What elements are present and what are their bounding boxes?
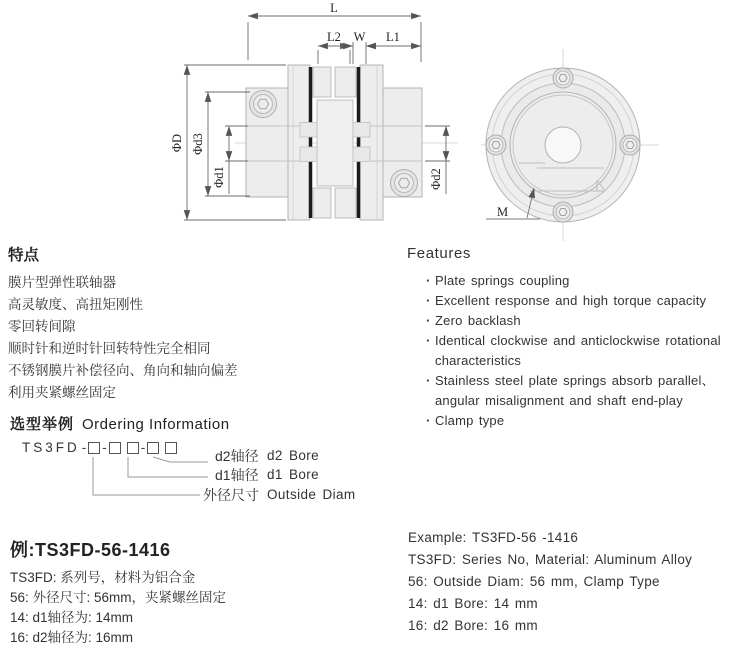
- ordering-code: TS3FD - - -: [22, 440, 177, 455]
- dim-label-L2: L2: [327, 30, 341, 44]
- example-cn-heading: 例:TS3FD-56-1416: [10, 540, 171, 560]
- dim-label-d1: Φd1: [212, 166, 226, 188]
- ordering-heading: [10, 413, 230, 434]
- example-line: TS3FD: Series No, Material: Aluminum Alloy: [408, 552, 693, 567]
- feature-item: · Stainless steel plate springs absorb parallel、angular misalignment and shaft end-play: [407, 371, 739, 411]
- feature-item: 高灵敏度、高扭矩刚性: [8, 297, 143, 312]
- feature-item: · Identical clockwise and anticlockwise rotational characteristics: [407, 331, 739, 371]
- feature-item: 利用夹紧螺丝固定: [8, 385, 116, 400]
- right-flange: [360, 65, 383, 220]
- example-en-section: [408, 527, 738, 637]
- clamp-screw-icon: [250, 91, 277, 118]
- dim-label-d2: Φd2: [429, 168, 443, 190]
- spacer-core: [317, 100, 353, 186]
- ordering-label-d1-cn: d1轴径: [215, 467, 259, 483]
- left-flange: [288, 65, 310, 220]
- dim-label-L1: L1: [386, 30, 400, 44]
- features-en-list: [407, 271, 739, 431]
- features-cn-heading: 特点: [8, 247, 40, 264]
- spacer-bottom-left: [313, 188, 331, 218]
- clamp-screw-icon: [391, 170, 418, 197]
- feature-item: 顺时针和逆时针回转特性完全相同: [8, 341, 211, 356]
- spacer-top-left: [313, 67, 331, 97]
- technical-drawing: [0, 0, 741, 250]
- feature-item: 膜片型弹性联轴器: [8, 275, 116, 290]
- ordering-label-d2-en: d2 Bore: [267, 448, 320, 463]
- example-line: 14: d1 Bore: 14 mm: [408, 596, 538, 611]
- example-line: Example: TS3FD-56 -1416: [408, 530, 579, 545]
- example-cn-list: [10, 568, 395, 648]
- example-line: 14: d1轴径为: 14mm: [10, 610, 134, 625]
- spacer-bottom-right: [335, 188, 356, 218]
- example-line: 16: d2轴径为: 16mm: [10, 630, 134, 645]
- example-line: 16: d2 Bore: 16 mm: [408, 618, 538, 633]
- feature-item: 不锈钢膜片补偿径向、角向和轴向偏差: [8, 363, 238, 378]
- features-cn-list: [8, 272, 393, 404]
- dim-label-M: M: [497, 205, 509, 219]
- dim-label-OD: ΦD: [170, 133, 184, 153]
- ordering-label-od-cn: 外径尺寸: [203, 487, 259, 503]
- features-en-section: [407, 245, 739, 431]
- front-view: [481, 49, 659, 241]
- example-line: 56: 外径尺寸: 56mm，夹紧螺丝固定: [10, 590, 227, 605]
- dim-label-L: L: [330, 1, 338, 15]
- ordering-label-d1-en: d1 Bore: [267, 467, 320, 482]
- dim-label-W: W: [353, 30, 366, 44]
- example-cn-section: [10, 536, 395, 648]
- ordering-label-d2-cn: d2轴径: [215, 448, 259, 464]
- feature-item: 零回转间隙: [8, 319, 76, 334]
- center-bore: [545, 127, 581, 163]
- example-line: 56: Outside Diam: 56 mm, Clamp Type: [408, 574, 660, 589]
- feature-item: · Plate springs coupling: [407, 271, 739, 291]
- feature-item: · Zero backlash: [407, 311, 739, 331]
- side-view: [235, 65, 458, 220]
- example-line: TS3FD: 系列号，材料为铝合金: [10, 570, 196, 585]
- dim-label-d3: Φd3: [191, 133, 205, 155]
- ordering-heading-cn: 选型举例: [10, 416, 75, 433]
- spacer-top-right: [335, 67, 356, 97]
- code-prefix: TS3FD: [22, 440, 80, 455]
- ordering-heading-en: Ordering Information: [82, 416, 230, 433]
- feature-item: · Excellent response and high torque capacity: [407, 291, 739, 311]
- features-en-heading: Features: [407, 245, 471, 262]
- feature-item: · Clamp type: [407, 411, 739, 431]
- ordering-label-od-en: Outside Diam: [267, 487, 356, 502]
- features-cn-section: [8, 243, 393, 404]
